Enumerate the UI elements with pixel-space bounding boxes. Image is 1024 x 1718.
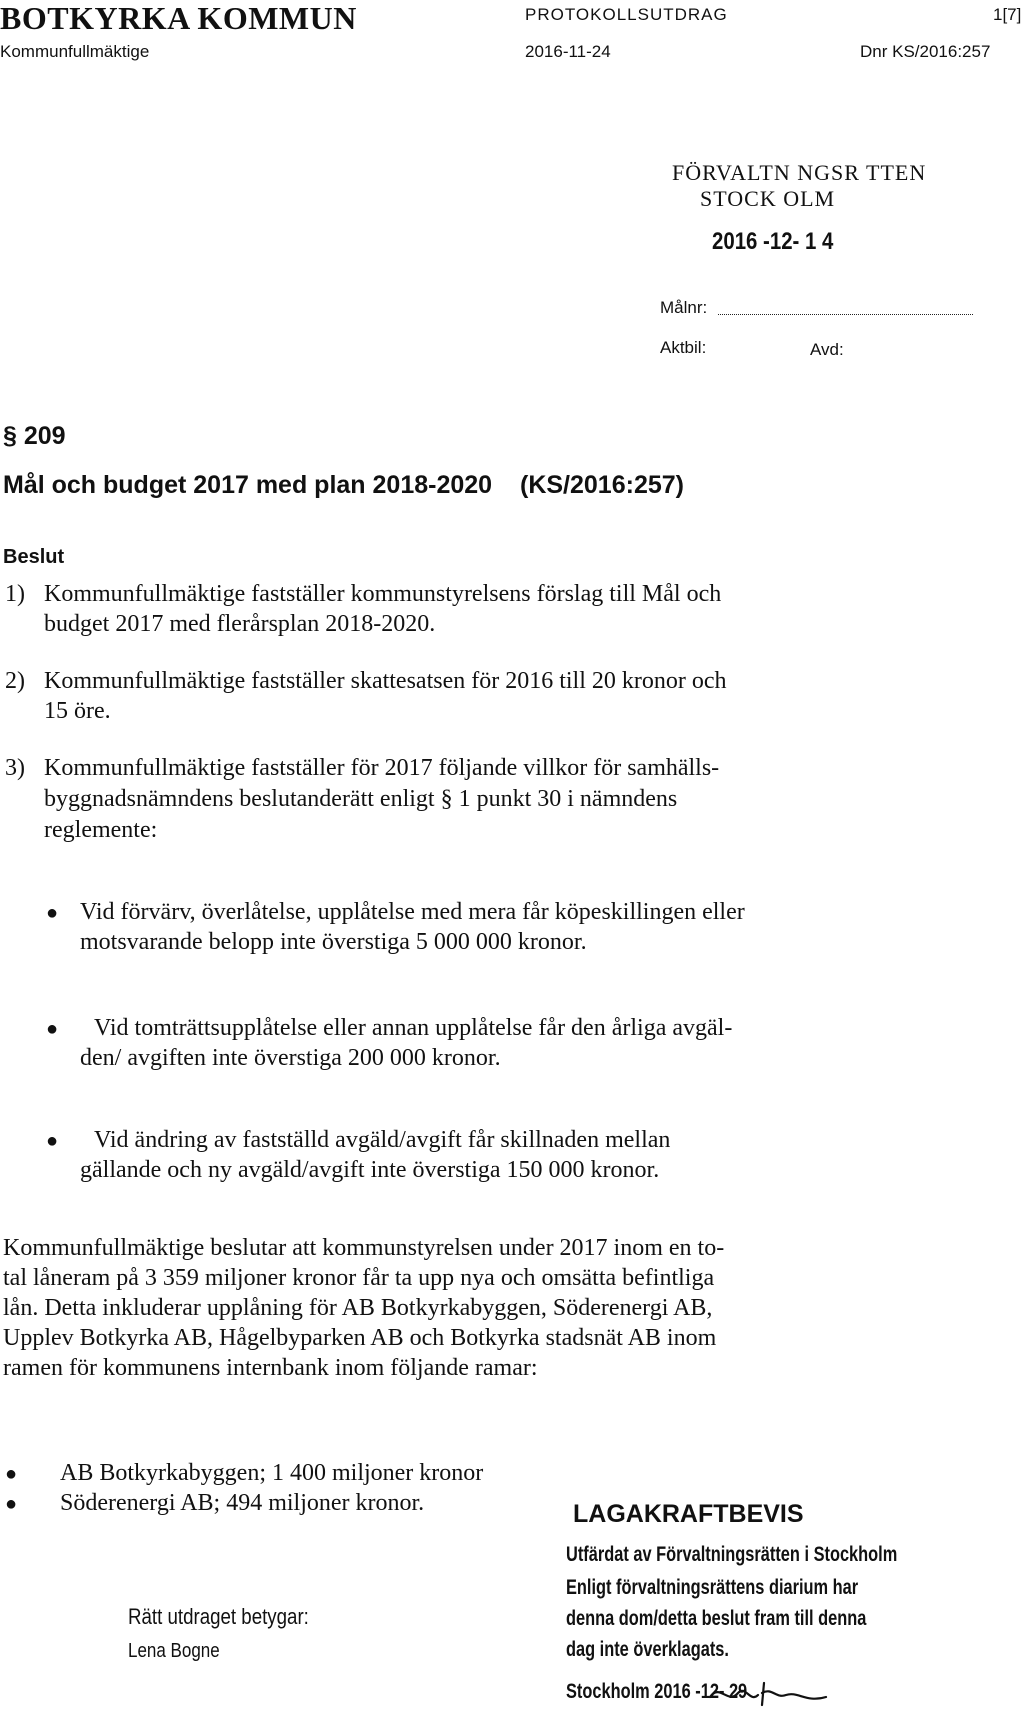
stamp-aktbil-label: Aktbil: bbox=[660, 338, 707, 357]
condition-text-line: Vid ändring av fastställd avgäld/avgift får skillnaden mellan bbox=[94, 1127, 671, 1153]
decision-text-line: budget 2017 med flerårsplan 2018-2020. bbox=[44, 611, 436, 637]
loan-text-line: Upplev Botkyrka AB, Hågelbyparken AB och Botkyrka stadsnät AB inom bbox=[3, 1325, 717, 1351]
stamp-avd-label: Avd: bbox=[810, 340, 844, 359]
bullet-icon: ● bbox=[46, 1130, 59, 1152]
decision-number: 2) bbox=[5, 668, 25, 694]
condition-text-line: Vid tomträttsupplåtelse eller annan upplåtelse får den årliga avgäl- bbox=[94, 1015, 733, 1041]
bullet-icon: ● bbox=[46, 1018, 59, 1040]
decision-text-line: byggnadsnämndens beslutanderätt enligt § 1 punkt 30 i nämndens bbox=[44, 786, 678, 812]
decision-number: 3) bbox=[5, 755, 25, 781]
decision-text-line: Kommunfullmäktige fastställer skattesatsen för 2016 till 20 kronor och bbox=[44, 668, 727, 694]
case-number: Dnr KS/2016:257 bbox=[860, 42, 991, 61]
legal-force-line: Utfärdat av Förvaltningsrätten i Stockholm bbox=[566, 1543, 898, 1566]
bullet-icon: ● bbox=[5, 1493, 18, 1515]
decision-text-line: reglemente: bbox=[44, 817, 158, 843]
section-case-ref: (KS/2016:257) bbox=[520, 471, 684, 499]
loan-text-line: lån. Detta inkluderar upplåning för AB Botkyrkabyggen, Söderenergi AB, bbox=[3, 1295, 713, 1321]
loan-frame-item: Söderenergi AB; 494 miljoner kronor. bbox=[60, 1490, 425, 1516]
document-date: 2016-11-24 bbox=[525, 42, 611, 61]
loan-text-line: ramen för kommunens internbank inom följande ramar: bbox=[3, 1355, 538, 1381]
loan-text-line: Kommunfullmäktige beslutar att kommunstyrelsen under 2017 inom en to- bbox=[3, 1235, 725, 1261]
certification-label: Rätt utdraget betygar: bbox=[128, 1604, 309, 1629]
legal-force-line: Enligt förvaltningsrättens diarium har bbox=[566, 1576, 859, 1599]
condition-text-line: motsvarande belopp inte överstiga 5 000 000 kronor. bbox=[80, 929, 587, 955]
section-title: Mål och budget 2017 med plan 2018-2020 bbox=[3, 471, 493, 499]
organisation-body: Kommunfullmäktige bbox=[0, 42, 150, 61]
decision-text-line: 15 öre. bbox=[44, 698, 111, 724]
legal-force-title: LAGAKRAFTBEVIS bbox=[573, 1500, 804, 1528]
condition-text-line: gällande och ny avgäld/avgift inte överstiga 150 000 kronor. bbox=[80, 1157, 660, 1183]
certifier-name: Lena Bogne bbox=[128, 1640, 220, 1662]
loan-frame-item: AB Botkyrkabyggen; 1 400 miljoner kronor bbox=[60, 1460, 484, 1486]
handwritten-signature bbox=[706, 1675, 846, 1709]
organisation-name: BOTKYRKA KOMMUN bbox=[0, 0, 357, 36]
condition-text-line: den/ avgiften inte överstiga 200 000 kronor. bbox=[80, 1045, 501, 1071]
paragraph-number: § 209 bbox=[3, 422, 66, 450]
legal-force-line: denna dom/detta beslut fram till denna bbox=[566, 1607, 867, 1630]
stamp-date: 2016 -12- 1 4 bbox=[712, 228, 834, 255]
decision-number: 1) bbox=[5, 581, 25, 607]
document-type: PROTOKOLLSUTDRAG bbox=[525, 5, 728, 24]
stamp-malnr-label: Målnr: bbox=[660, 298, 708, 317]
condition-text-line: Vid förvärv, överlåtelse, upplåtelse med mera får köpeskillingen eller bbox=[80, 899, 745, 925]
stamp-line-1: FÖRVALTN NGSR TTEN bbox=[672, 160, 927, 185]
stamp-malnr-dotted-line bbox=[718, 314, 973, 315]
page-number: 1[7] bbox=[993, 5, 1022, 24]
decision-text-line: Kommunfullmäktige fastställer kommunstyrelsens förslag till Mål och bbox=[44, 581, 722, 607]
stamp-line-2: STOCK OLM bbox=[700, 186, 836, 211]
bullet-icon: ● bbox=[46, 902, 59, 924]
legal-force-place-date: Stockholm 2016 -12- 29 bbox=[566, 1680, 748, 1703]
decision-heading: Beslut bbox=[3, 546, 65, 568]
bullet-icon: ● bbox=[5, 1463, 18, 1485]
loan-text-line: tal låneram på 3 359 miljoner kronor får ta upp nya och omsätta befintliga bbox=[3, 1265, 715, 1291]
decision-text-line: Kommunfullmäktige fastställer för 2017 följande villkor för samhälls- bbox=[44, 755, 720, 781]
legal-force-line: dag inte överklagats. bbox=[566, 1638, 729, 1661]
